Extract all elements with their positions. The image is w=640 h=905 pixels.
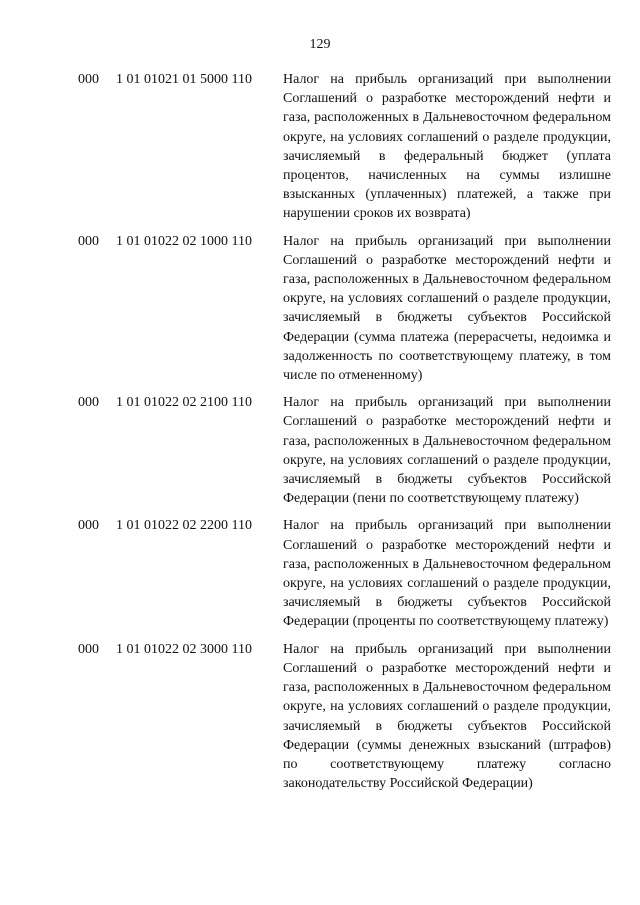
- budget-classification-code: 1 01 01022 02 2100 110: [116, 395, 252, 411]
- budget-classification-code: 1 01 01022 02 3000 110: [116, 641, 252, 657]
- code-description: Налог на прибыль организаций при выполнении Соглашений о разработке месторождений нефти и газа, расположенных в Дальневосточном федеральном округе, на условиях соглашений о разделе продукции, зачисляемый в бюджеты субъектов Российской Федерации (пени по соответствующему платежу): [283, 395, 611, 507]
- code-description: Налог на прибыль организаций при выполнении Соглашений о разработке месторождений нефти и газа, расположенных в Дальневосточном федеральном округе, на условиях соглашений о разделе продукции, зачисляемый в федеральный бюджет (уплата процентов, начисленных на суммы излишне взысканных (уплаченных) платежей, а также при нарушении сроков их возврата): [283, 72, 611, 222]
- budget-classification-code: 1 01 01022 02 2200 110: [116, 518, 252, 534]
- table-row: [0, 393, 640, 508]
- admin-code: 000: [78, 72, 99, 87]
- page-number: 129: [309, 37, 331, 52]
- code-description: Налог на прибыль организаций при выполнении Соглашений о разработке месторождений нефти и газа, расположенных в Дальневосточном федеральном округе, на условиях соглашений о разделе продукции, зачисляемый в бюджеты субъектов Российской Федерации (сумма платежа (перерасчеты, недоимка и задолженность по соответствующему платежу, в том числе по отмененному): [283, 233, 611, 384]
- admin-code: 000: [78, 641, 99, 657]
- admin-code: 000: [78, 395, 99, 411]
- table-row: [0, 640, 640, 794]
- code-description: Налог на прибыль организаций при выполнении Соглашений о разработке месторождений нефти и газа, расположенных в Дальневосточном федеральном округе, на условиях соглашений о разделе продукции, зачисляемый в бюджеты субъектов Российской Федерации (суммы денежных взысканий (штрафов) по соответствующему платежу согласно законодательству Российской Федерации): [283, 641, 611, 792]
- admin-code: 000: [78, 518, 99, 534]
- budget-classification-code: 1 01 01022 02 1000 110: [116, 233, 252, 249]
- budget-classification-code: 1 01 01021 01 5000 110: [116, 72, 252, 87]
- budget-code-table: [0, 70, 640, 801]
- code-description: Налог на прибыль организаций при выполнении Соглашений о разработке месторождений нефти и газа, расположенных в Дальневосточном федеральном округе, на условиях соглашений о разделе продукции, зачисляемый в бюджеты субъектов Российской Федерации (проценты по соответствующему платежу): [283, 518, 611, 630]
- table-row: [0, 70, 640, 224]
- admin-code: 000: [78, 233, 99, 249]
- table-row: [0, 516, 640, 631]
- table-row: [0, 232, 640, 386]
